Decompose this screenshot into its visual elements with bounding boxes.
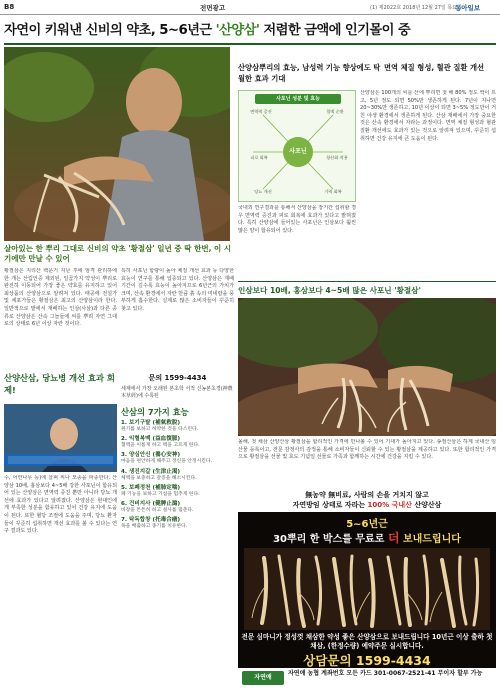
ginseng-photo-caption: 인삼보다 10배, 홍삼보다 4~5배 많은 사포닌 '황절삼' [238, 281, 496, 295]
diagram-title: 사포닌 성분 및 효능 [255, 94, 341, 104]
effect-title: 6. 건비지사 (健脾止瀉) [121, 501, 181, 508]
article-paragraph-1: 황절삼은 지리산 백운기 지난 후에 엄격 관리하에 한 개는 산림인증 제외된, 일곱가지 약성이 뿌리로 완전히 이동되어 가장 좋은 약효를 유지하고 있어 최상품의 산양삼으로 알려져 있다. 태공에 전설가 및 세포가들은 황절삼은 최고의 산양삼이라 한다. 일반적으로 밭에서 재배하는 인삼(사삼)과 다른 종류로 산양삼은 산속 그늘들에 씨를 뿌려 자연 그대로의 상태로 6년 이상 자란 것이다. [4, 268, 117, 328]
issue-date: (1) 제2022호 2018년 12월 27일 목요일 [370, 5, 462, 11]
list-item [121, 501, 234, 514]
article-paragraph-right-2: 국내외 연구결과를 통해서 산양삼을 장기간 섭취할 경우 면역력 증진과 피로 회복에 효과가 있다고 밝혀졌다. 특히 산양삼에 들어있는 사포닌은 인삼보다 훨씬 많은 양이 함유되어 있다. [238, 205, 356, 234]
section-label: 전면광고 [200, 4, 226, 12]
effect-title: 1. 보기구탈 (補氣救脫) [121, 420, 181, 426]
bank-account-info: 자연애 농협 계좌번호 모든 카드 301-0067-2521-41 무이자 할부 가능 [288, 670, 483, 677]
list-item [121, 517, 234, 530]
headline-part1: 자연이 키워낸 신비의 약초, 5~6년근 [4, 23, 216, 38]
article-paragraph-3: 수, 어린나무 등)에 살펴 씨나 모종을 파종한다. 산양삼 10배, 흉삼보다 4~5배 강한 사포닌이 함유되어 있는 산양삼은 면역력 증진 뿐만 아니라 당뇨 개선에 효과가 있다고 알려졌다. 산양삼은 현대인에게 부족한 성분을 함유하고 있어 건강 유지에 도움이 된다. 또한 혈당 조절에 도움을 주며, 당뇨 환자들이 꾸준히 섭취하면 개선 효과를 볼 수 있다는 연구 결과도 있다. [4, 475, 117, 535]
main-photo-caption: 살아있는 한 뿌리 그대로 신비의 약초 '황절삼' 일년 중 딱 한번, 이 시기에만 만날 수 있어 [4, 244, 232, 263]
ad-offer-post: 보내드립니다 [399, 534, 461, 545]
promo-ad-box [238, 512, 496, 688]
ad-offer [238, 529, 496, 546]
page-header [0, 0, 500, 15]
ad-headline-line1: 無농약 無비료, 사람의 손을 거치지 않고 [305, 491, 429, 499]
ad-headline-line2 [238, 500, 496, 510]
article-paragraph-2: 특히 사포닌 함량이 높아 체질 개선 효과 등 다양한 효능이 연구를 통해 입증되고 있다. 산양삼은 재배기간이 길수록 효능이 높아지므로 6년근의 가치가 크며, 산속 환경에서 자란 만큼 흙 속의 미네랄을 풍부하게 흡수한다. 실제로 많은 소비자들이 꾸준히 찾고 있다. [121, 268, 234, 312]
ad-offer-pre: 30뿌리 한 박스를 무료로 [273, 534, 388, 545]
right-headings [238, 62, 496, 88]
page-number: B8 [4, 3, 15, 11]
brand-logo: 자연애 [242, 671, 284, 685]
effect-desc: 독을 배출하고 종기를 치유한다. [121, 524, 188, 530]
diagram-node: 항산화 작용 [326, 155, 348, 160]
effect-title: 7. 탁독합창 (托毒合瘡) [121, 517, 181, 524]
diagram-center: 사포닌 [283, 137, 313, 167]
main-photo [4, 47, 230, 241]
list-item [121, 485, 234, 498]
effect-desc: 체액을 보충하고 갈증을 해소시킨다. [121, 475, 197, 481]
ginseng-roots-image [244, 548, 490, 630]
effect-title: 2. 익혈복맥 (益血復脈) [121, 436, 181, 443]
effect-title: 4. 생진지갈 (生津止渴) [121, 468, 181, 475]
effect-title: 3. 양심안신 (養心安神) [121, 452, 181, 459]
ad-headline2-pre: 자연방임 상태로 자라는 [292, 501, 368, 509]
headline-rule [4, 43, 496, 45]
effect-desc: 폐 기능을 보하고 기침을 멈추게 한다. [121, 491, 200, 497]
effects-intro: 세계에서 가장 오래된 본초학 서적 신농본초경(神農本草經)에 수록된 [121, 386, 233, 399]
diagram-node: 면역력 증진 [250, 109, 272, 114]
ginseng-hands-photo [238, 298, 496, 436]
diagram-node: 피로 회복 [250, 155, 268, 160]
ad-headline2-post: 산양산삼 [411, 501, 442, 509]
inquiry-phone: 문의 1599-4434 [148, 374, 207, 382]
subheading-immunity: 면역 체질 형성, 혈관 질환 개선 [384, 63, 485, 72]
article-paragraph-right-1: 산양삼은 100개의 씨를 산에 뿌리면 첫 해 80% 정도 싹이 트고, 5년 정도 되면 50%만 생존하게 된다. 7년이 지나면 20~30%만 생존하고, 10년 이상이 되면 3~5% 정도만이 거친 야생 환경에서 생존하게 된다. 산삼 재배에서 가장 중요한 것은 산속 환경에서 자라는 과정이다. 면역 체질 형성과 혈관 질환 개선에도 효과가 있는 것으로 알려져 있으며, 꾸준히 섭취하면 건강 유지에 큰 도움이 된다. [360, 90, 496, 142]
newspaper-name: 동아일보 [455, 4, 481, 12]
ad-headline2-highlight: 100% 국내산 [367, 501, 412, 509]
effect-desc: 혈액을 이롭게 하고 맥을 고르게 한다. [121, 443, 200, 449]
list-item [121, 452, 234, 465]
ad-phone: 상담문의 1599-4434 [303, 653, 431, 668]
effect-title: 5. 보폐정천 (補肺定喘) [121, 484, 181, 491]
headline-part3: 저렴한 금액에 인기몰이 중 [259, 23, 411, 38]
main-headline [4, 19, 496, 43]
list-item [121, 420, 234, 433]
effects-title: 산삼의 7가지 효능 [121, 407, 189, 417]
subheading-diabetes: 산양산삼, 당뇨병 개선 효과 회제! [4, 373, 115, 395]
list-item [121, 436, 234, 449]
ad-offer-highlight: 더 [387, 531, 400, 545]
diagram-node: 당뇨 개선 [254, 189, 272, 194]
ad-box-title: 5~6년근 [346, 519, 388, 530]
ad-description: 전문 심마니가 정성껏 채삼한 약성 좋은 산양삼으로 보내드립니다 10년근 이상 출하 첫 채삼, (한정수량) 예약주문 실시합니다. [241, 633, 493, 650]
diagram-node: 기력 회복 [324, 189, 342, 194]
tv-broadcast-photo [4, 404, 117, 472]
subheading-efficacy: 산양삼뿌리의 효능, 남성력 기능 향상에도 탁월한 효과 기대 [238, 63, 381, 83]
diagram-node: 혈액 순환 [326, 109, 344, 114]
ad-footer [238, 668, 496, 688]
effects-list [121, 420, 234, 533]
ad-headline [238, 490, 496, 512]
effect-desc: 마음을 편안하게 해주고 정신을 안정시킨다. [121, 459, 213, 465]
effect-desc: 원기를 보하고 허약한 것을 다스린다. [121, 427, 199, 432]
headline-highlight: '산양삼' [215, 23, 260, 38]
effect-desc: 비장을 튼튼히 하고 설사를 멈춘다. [121, 508, 194, 514]
saponin-diagram [238, 90, 356, 202]
list-item [121, 469, 234, 482]
article-paragraph-right-3: 올해, 첫 채삼 산양산삼 황절삼을 합리적인 가격에 만나볼 수 있어 기대가 높아지고 있다. 송절산삼은 하계 국내산 임산물 등록이고, 전문 감정사의 감정을 통해 소비자들이 신뢰할 수 있는 황절삼을 제공하고 있다. 또한 합리적인 가격으로 황절삼을 선물 및 효도 기념일 선물로 가족과 함께하는 시간에 건강을 지킬 수 있다. [238, 439, 496, 461]
